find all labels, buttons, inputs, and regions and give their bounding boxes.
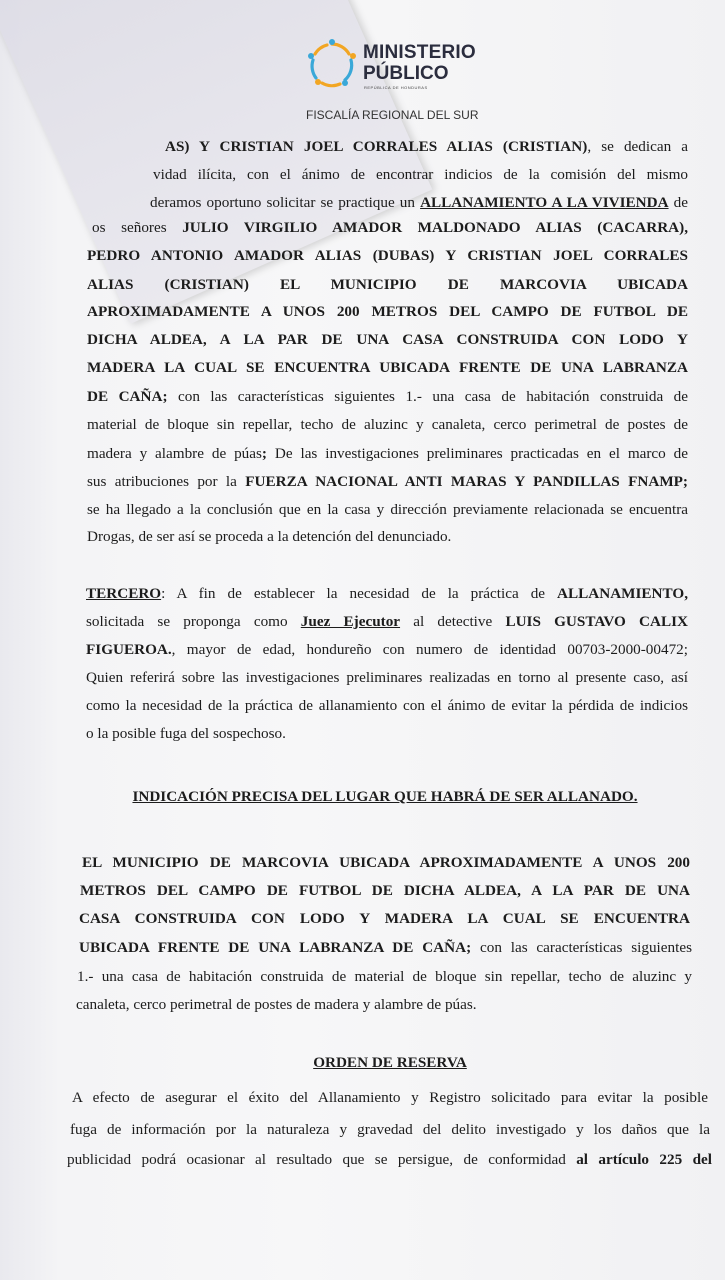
text-run: ; [261,445,267,462]
p1-line [87,302,688,322]
text-run: con las características siguientes [471,939,692,956]
text-run: PEDRO ANTONIO AMADOR ALIAS (DUBAS) Y CRISTIAN JOEL CORRALES [87,247,688,264]
text-run: EL MUNICIPIO DE MARCOVIA UBICADA APROXIMADAMENTE A UNOS 200 [82,854,690,871]
text-run: APROXIMADAMENTE A UNOS 200 METROS DEL CAMPO DE FUTBOL DE [87,303,688,320]
text-run: METROS DEL CAMPO DE FUTBOL DE DICHA ALDEA, A LA PAR DE UNA [80,882,690,899]
text-run: de [668,194,688,211]
text-run: canaleta, cerco perimetral de postes de madera y alambre de púas. [76,996,477,1013]
text-run: os señores [92,219,183,236]
p3-line [77,967,692,987]
office-name: FISCALÍA REGIONAL DEL SUR [306,108,479,122]
text-run: FUERZA NACIONAL ANTI MARAS Y PANDILLAS FNAMP; [245,473,688,490]
text-run: UBICADA FRENTE DE UNA LABRANZA DE CAÑA; [79,939,472,956]
p3-line [79,909,690,929]
p2-line [86,612,688,632]
text-run: Quien referirá sobre las investigaciones preliminares realizadas en torno al presente caso, así [86,669,688,686]
p4-line [70,1120,710,1140]
text-run: : A fin de establecer la necesidad de la práctica de [161,585,558,602]
text-run: al detective [400,613,506,630]
p3-line [79,938,692,958]
p3-line [82,853,690,873]
p1-line [87,330,688,350]
p1-line [87,500,688,520]
text-run: se ha llegado a la conclusión que en la casa y dirección previamente relacionada se encuentra [87,501,688,518]
text-run: fuga de información por la naturaleza y gravedad del delito investigado y los daños que la [70,1121,710,1138]
p1-line [87,246,688,266]
p1-line [87,444,688,464]
p2-line [86,668,688,688]
p1-line [87,275,688,295]
text-run: JULIO VIRGILIO AMADOR MALDONADO ALIAS (CACARRA), [182,219,688,236]
text-run: CASA CONSTRUIDA CON LODO Y MADERA LA CUAL SE ENCUENTRA [79,910,690,927]
text-run: con las características siguientes 1.- una casa de habitación construida de [167,388,689,405]
text-run: material de bloque sin repellar, techo de aluzinc y canaleta, cerco perimetral de postes de [87,416,688,433]
text-run: FIGUEROA. [86,641,172,658]
text-run: deramos oportuno solicitar se practique un [150,194,421,211]
text-run: como la necesidad de la práctica de allanamiento con el ánimo de evitar la pérdida de indicios [86,697,688,714]
text-run: A efecto de asegurar el éxito del Allanamiento y Registro solicitado para evitar la posible [72,1089,708,1106]
p4-line [67,1150,712,1170]
text-run: Juez Ejecutor [300,613,401,630]
p4-line [72,1088,708,1108]
text-run: , se dedican a [587,138,688,155]
heading-location: INDICACIÓN PRECISA DEL LUGAR QUE HABRÁ DE SER ALLANADO. [132,788,638,805]
p1-line [87,527,451,547]
text-run: 1.- una casa de habitación construida de material de bloque sin repellar, techo de aluzinc y [77,968,692,985]
p1-line [87,472,688,492]
text-run: ALLANAMIENTO, [557,585,688,602]
text-run: MADERA LA CUAL SE ENCUENTRA UBICADA FRENTE DE UNA LABRANZA [87,359,688,376]
p1-line [165,137,688,157]
people-circle-logo-icon [307,38,357,90]
p1-line [87,415,688,435]
text-run: solicitada se proponga como [86,613,301,630]
p2-line [86,640,688,660]
text-run: sus atribuciones por la [87,473,246,490]
text-run: al artículo 225 del [576,1151,712,1168]
p1-line [92,218,688,238]
logo-text-publico: PÚBLICO [363,63,449,84]
p2-line [86,696,688,716]
text-run: Drogas, de ser así se proceda a la detención del denunciado. [87,528,452,545]
text-run: AS) Y CRISTIAN JOEL CORRALES ALIAS (CRISTIAN) [165,138,588,155]
p1-line [150,193,688,213]
ministerio-publico-logo [307,38,477,94]
text-run: De las investigaciones preliminares practicadas en el marco de [266,445,688,462]
text-run: o la posible fuga del sospechoso. [86,725,286,742]
p2-line [86,584,688,604]
p2-line [86,724,286,744]
text-run: publicidad podrá ocasionar al resultado que se persigue, de conformidad [67,1151,577,1168]
text-run: LUIS GUSTAVO CALIX [505,613,688,630]
text-run: DE CAÑA; [87,388,168,405]
heading-orden-de-reserva: ORDEN DE RESERVA [313,1054,467,1071]
text-run: ALLANAMIENTO A LA VIVIENDA [420,194,669,211]
text-run: ALIAS (CRISTIAN) EL MUNICIPIO DE MARCOVIA UBICADA [87,276,688,293]
p1-line [153,165,688,185]
text-run: , mayor de edad, hondureño con numero de identidad 00703-2000-00472; [171,641,688,658]
logo-text-republica: REPÚBLICA DE HONDURAS [364,85,428,90]
text-run: vidad ilícita, con el ánimo de encontrar indicios de la comisión del mismo [153,166,688,183]
logo-text-ministerio: MINISTERIO [363,42,476,63]
p3-line [80,881,690,901]
p3-line [76,995,477,1015]
text-run: madera y alambre de púas [87,445,262,462]
p1-line [87,387,688,407]
p1-line [87,358,688,378]
text-run: DICHA ALDEA, A LA PAR DE UNA CASA CONSTRUIDA CON LODO Y [87,331,688,348]
text-run: TERCERO [86,585,162,602]
